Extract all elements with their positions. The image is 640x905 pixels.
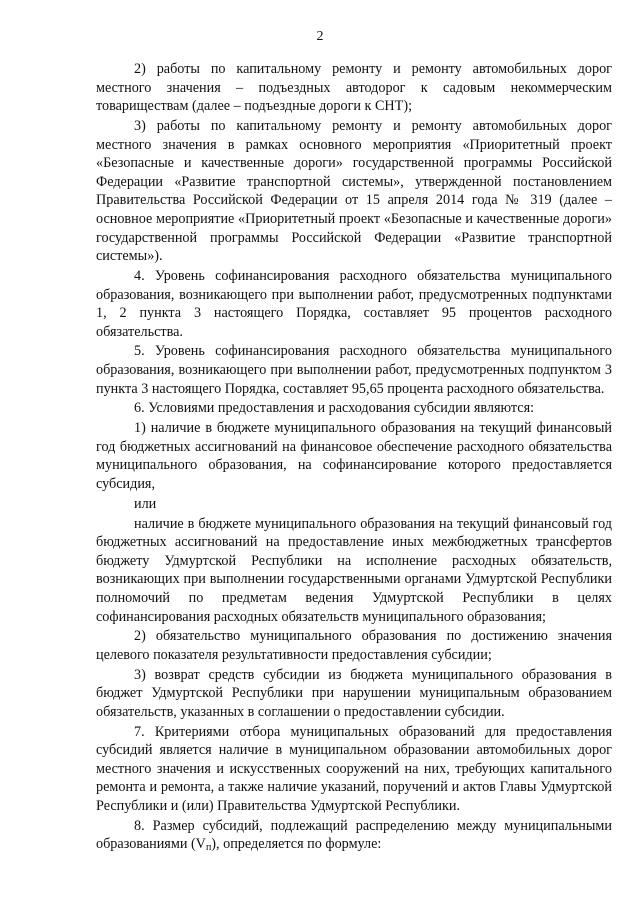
paragraph-8-text-after: ), определяется по формуле:: [211, 836, 382, 853]
paragraph-6-subitem-1: 1) наличие в бюджете муниципального образования на текущий финансовый год бюджетных ассигнований на финансовое обеспечение расходного обязательства муниципального образования, на софинансирование которого предоставляется субсидия,: [96, 420, 612, 492]
document-body: [96, 60, 612, 855]
paragraph-6-subitem-1-alt: наличие в бюджете муниципального образования на текущий финансовый год бюджетных ассигнований на предоставление иных межбюджетных трансфертов бюджету Удмуртской Республики на исполнение расходных обязательств, возникающих при выполнении государственными органами Удмуртской Республики полномочий по предметам ведения Удмуртской Республики в целях софинансирования расходных обязательств муниципального образования;: [96, 515, 612, 625]
paragraph-6-subitem-2: 2) обязательство муниципального образования по достижению значения целевого показателя результативности предоставления субсидии;: [96, 628, 612, 663]
page-number: 2: [316, 29, 324, 44]
formula-subscript: п: [205, 842, 212, 854]
paragraph-5: 5. Уровень софинансирования расходного обязательства муниципального образования, возникающего при выполнении работ, предусмотренных подпунктом 3 пункта 3 настоящего Порядка, составляет 95,65 процента расходного обязательства.: [96, 343, 612, 397]
paragraph-8: [96, 817, 612, 854]
paragraph-7: 7. Критериями отбора муниципальных образований для предоставления субсидий является наличие в муниципальном образовании автомобильных дорог местного значения и искусственных сооружений на них, требующих капитального ремонта и ремонта, а также наличие указаний, поручений и актов Главы Удмуртской Республики и (или) Правительства Удмуртской Республики.: [96, 723, 612, 815]
paragraph-4: 4. Уровень софинансирования расходного обязательства муниципального образования, возникающего при выполнении работ, предусмотренных подпунктами 1, 2 пункта 3 настоящего Порядка, составляет 95 процентов расходного обязательства.: [96, 267, 612, 340]
paragraph-or: или: [134, 495, 157, 512]
paragraph-6: 6. Условиями предоставления и расходования субсидии являются:: [134, 400, 535, 417]
paragraph-8-text-before: 8. Размер субсидий, подлежащий распределению между муниципальными образованиями (V: [96, 817, 612, 853]
paragraph-6-subitem-3: 3) возврат средств субсидии из бюджета муниципального образования в бюджет Удмуртской Республики при нарушении муниципальным образованием обязательств, указанных в соглашении о предоставлении субсидии.: [96, 666, 612, 720]
paragraph-subitem-3: 3) работы по капитальному ремонту и ремонту автомобильных дорог местного значения в рамках основного мероприятия «Приоритетный проект «Безопасные и качественные дороги» государственной программы Российской Федерации «Развитие транспортной системы», утвержденной постановлением Правительства Российской Федерации от 15 апреля 2014 года № 319 (далее – основное мероприятие «Приоритетный проект «Безопасные и качественные дороги» государственной программы Российской Федерации «Развитие транспортной системы»).: [96, 117, 612, 265]
paragraph-subitem-2: 2) работы по капитальному ремонту и ремонту автомобильных дорог местного значения – подъездных автодорог к садовым некоммерческим товариществам (далее – подъездные дороги к СНТ);: [96, 61, 612, 115]
